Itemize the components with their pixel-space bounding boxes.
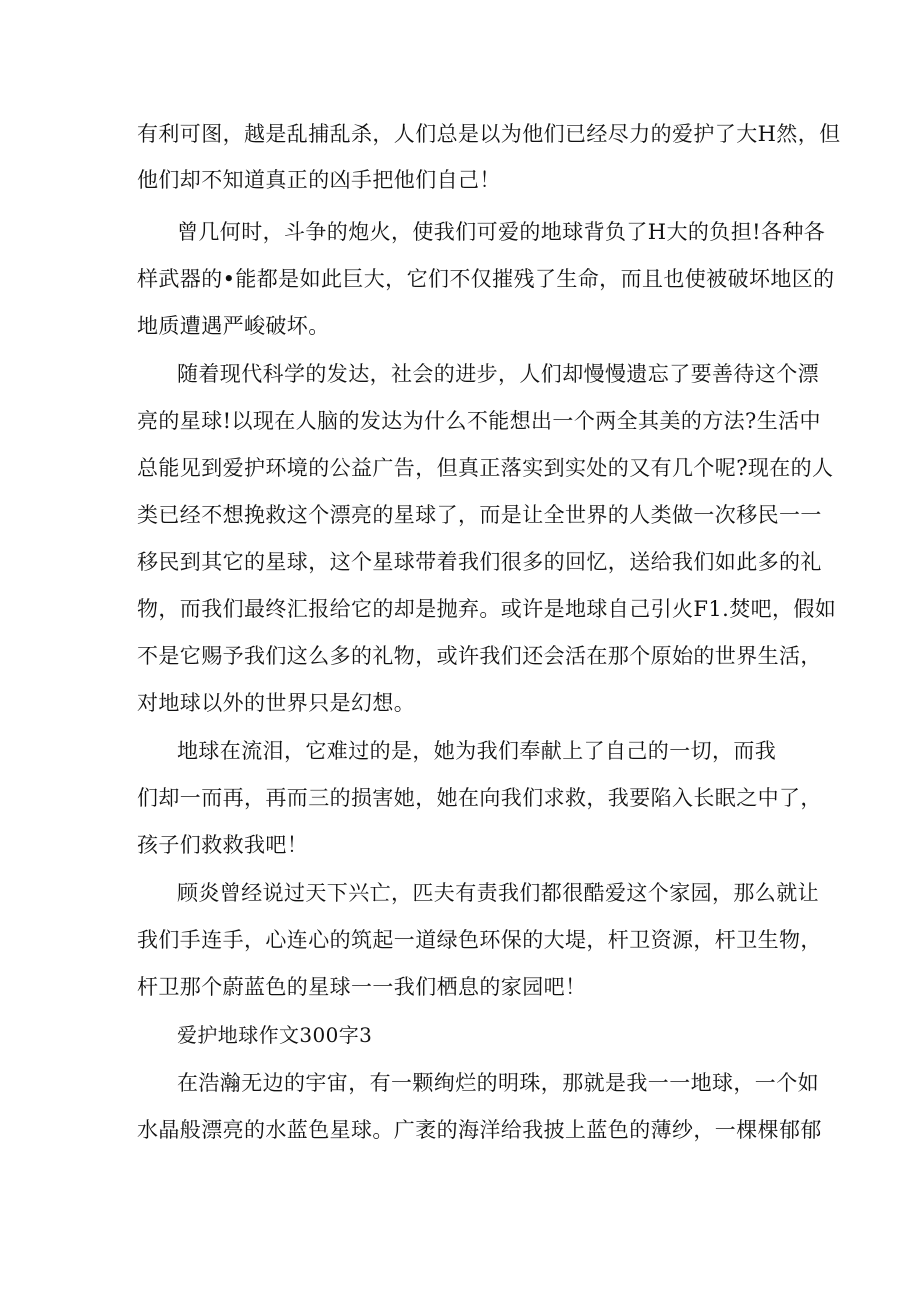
paragraph-3-line-2: 亮的星球!以现在人脑的发达为什么不能想出一个两全其美的方法?生活中: [137, 409, 821, 433]
paragraph-2-line-2: 样武器的•能都是如此巨大，它们不仅摧残了生命，而且也使被破坏地区的: [137, 267, 835, 291]
paragraph-3-line-7: 不是它赐予我们这么多的礼物，或许我们还会活在那个原始的世界生活，: [137, 644, 822, 668]
paragraph-3-line-6: 物，而我们最终汇报给它的却是抛弃。或许是地球自己引火F1.焚吧，假如: [137, 597, 837, 621]
paragraph-5-line-3: 杆卫那个蔚蓝色的星球一一我们栖息的家园吧！: [137, 975, 587, 999]
paragraph-1-line-2: 他们却不知道真正的凶手把他们自己！: [137, 168, 501, 192]
paragraph-2-line-1: 曾几何时，斗争的炮火，使我们可爱的地球背负了H大的负担!各种各: [177, 220, 826, 244]
final-paragraph-line-1: 在浩瀚无边的宇宙，有一颗绚烂的明珠，那就是我一一地球，一个如: [177, 1071, 819, 1095]
paragraph-2-line-3: 地质遭遇严峻破坏。: [137, 314, 330, 338]
paragraph-4-line-3: 孩子们救救我吧！: [137, 833, 309, 857]
paragraph-5-line-2: 我们手连手，心连心的筑起一道绿色环保的大堤，杆卫资源，杆卫生物，: [137, 928, 822, 952]
final-paragraph-line-2: 水晶般漂亮的水蓝色星球。广袤的海洋给我披上蓝色的薄纱，一棵棵郁郁: [137, 1118, 822, 1142]
paragraph-5-line-1: 顾炎曾经说过天下兴亡，匹夫有责我们都很酷爱这个家园，那么就让: [177, 881, 819, 905]
paragraph-3-line-5: 移民到其它的星球，这个星球带着我们很多的回忆，送给我们如此多的礼: [137, 550, 822, 574]
paragraph-3-line-1: 随着现代科学的发达，社会的进步，人们却慢慢遗忘了要善待这个漂: [177, 362, 819, 386]
section-heading: 爱护地球作文300字3: [177, 1023, 373, 1047]
paragraph-4-line-2: 们却一而再，再而三的损害她，她在向我们求救，我要陷入长眠之中了，: [137, 786, 822, 810]
paragraph-3-line-3: 总能见到爱护环境的公益广告，但真正落实到实处的又有几个呢?现在的人: [137, 456, 834, 480]
paragraph-3-line-8: 对地球以外的世界只是幻想。: [137, 691, 416, 715]
paragraph-4-line-1: 地球在流泪，它难过的是，她为我们奉献上了自己的一切，而我: [177, 739, 777, 763]
paragraph-3-line-4: 类已经不想挽救这个漂亮的星球了，而是让全世界的人类做一次移民一一: [137, 503, 822, 527]
paragraph-1-line-1: 有利可图，越是乱捕乱杀，人们总是以为他们已经尽力的爱护了大H然，但: [137, 122, 841, 146]
